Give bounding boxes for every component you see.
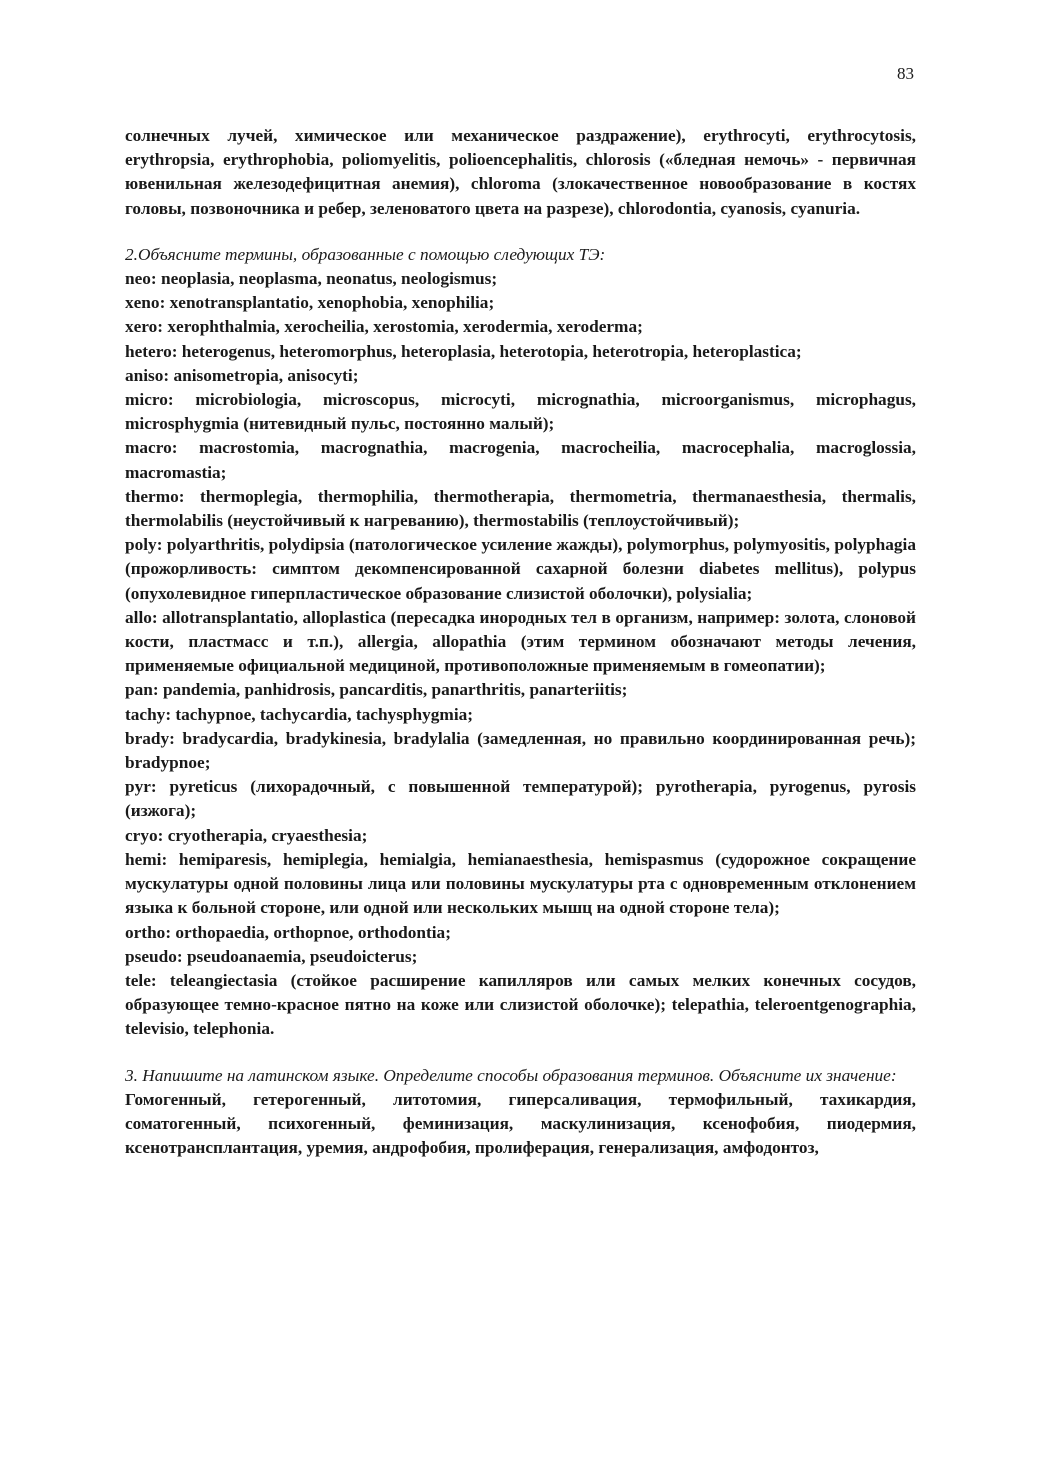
entry-aniso: aniso: anisometropia, anisocyti; — [125, 365, 359, 385]
entry-neo: neo: neoplasia, neoplasma, neonatus, neologismus; — [125, 269, 498, 289]
spacer — [125, 1042, 916, 1064]
entry-ortho: ortho: orthopaedia, orthopnoe, orthodontia; — [125, 922, 451, 942]
page-number: 83 — [897, 64, 914, 83]
entry-pseudo: pseudo: pseudoanaemia, pseudoicterus; — [125, 946, 418, 966]
entry-micro: micro: microbiologia, microscopus, microcyti, micrognathia, microorganismus, microphagus, microsphygmia (нитевидный пульс, постоянно малый); — [125, 390, 916, 434]
spacer — [125, 221, 916, 243]
section-3-number: 3. — [125, 1065, 138, 1085]
section-3-heading-text: Напишите на латинском языке. Определите способы образования терминов. Объясните их значение: — [137, 1065, 897, 1085]
section-3-heading — [125, 1064, 916, 1088]
entry-thermo: thermo: thermoplegia, thermophilia, thermotherapia, thermometria, thermanaesthesia, thermalis, thermolabilis (неустойчивый к нагреванию), thermostabilis (теплоустойчивый); — [125, 486, 916, 531]
entry-pyr: pyr: pyreticus (лихорадочный, с повышенной температурой); pyrotherapia, pyrogenus, pyrosis (изжога); — [125, 777, 916, 821]
page-content — [125, 124, 916, 1160]
intro-paragraph: солнечных лучей, химическое или механическое раздражение), erythrocyti, erythrocytosis, erythropsia, erythrophobia, poliomyelitis, polioencephalitis, chlorosis («бледная немочь» - первичная ювенильная железодефицитная анемия), chloroma (злокачественное новообразование в костях головы, позвоночника и ребер, зеленоватого цвета на разрезе), chlorodontia, cyanosis, cyanuria. — [125, 126, 916, 218]
entry-hemi: hemi: hemiparesis, hemiplegia, hemialgia, hemianaesthesia, hemispasmus (судорожное сокращение мускулатуры одной половины лица или половины мускулатуры рта с одновременным отклонением языка к больной стороне, или одной или нескольких мышц на одной стороне тела); — [125, 849, 916, 918]
entry-xeno: xeno: xenotransplantatio, xenophobia, xenophilia; — [125, 293, 495, 313]
entry-macro: macro: macrostomia, macrognathia, macrogenia, macrocheilia, macrocephalia, macroglossia, macromastia; — [125, 438, 916, 482]
entry-brady: brady: bradycardia, bradykinesia, bradylalia (замедленная, но правильно координированная речь); bradypnoe; — [125, 728, 916, 773]
entry-pan: pan: pandemia, panhidrosis, pancarditis, panarthritis, panarteriitis; — [125, 680, 628, 700]
entry-cryo: cryo: cryotherapia, cryaesthesia; — [125, 825, 368, 845]
section-2-heading: 2.Объясните термины, образованные с помощью следующих ТЭ: — [125, 244, 606, 264]
entry-poly: poly: polyarthritis, polydipsia (патологическое усиление жажды), polymorphus, polymyositis, polyphagia (прожорливость: симптом декомпенсированной сахарной болезни diabetes mellitus), polypus (опухолевидное гиперпластическое образование слизистой оболочки), polysialia; — [125, 535, 916, 603]
entry-tachy: tachy: tachypnoe, tachycardia, tachysphygmia; — [125, 704, 474, 724]
entry-tele: tele: teleangiectasia (стойкое расширение капилляров или самых мелких конечных сосудов, образующее темно-красное пятно на коже или слизистой оболочке); telepathia, teleroentgenographia, televisio, telephonia. — [125, 970, 916, 1039]
section-3-body: Гомогенный, гетерогенный, литотомия, гиперсаливация, термофильный, тахикардия, соматогенный, психогенный, феминизация, маскулинизация, ксенофобия, пиодермия, ксенотрансплантация, уремия, андрофобия, пролиферация, генерализация, амфодонтоз, — [125, 1089, 916, 1158]
entry-allo: allo: allotransplantatio, alloplastica (пересадка инородных тел в организм, например: золота, слоновой кости, пластмасс и т.п.), allergia, allopathia (этим термином обозначают методы лечения, применяемые официальной медициной, противоположные применяемым в гомеопатии); — [125, 607, 916, 676]
entry-hetero: hetero: heterogenus, heteromorphus, heteroplasia, heterotopia, heterotropia, heteroplastica; — [125, 341, 802, 361]
entry-xero: xero: xerophthalmia, xerocheilia, xerostomia, xerodermia, xeroderma; — [125, 317, 643, 337]
